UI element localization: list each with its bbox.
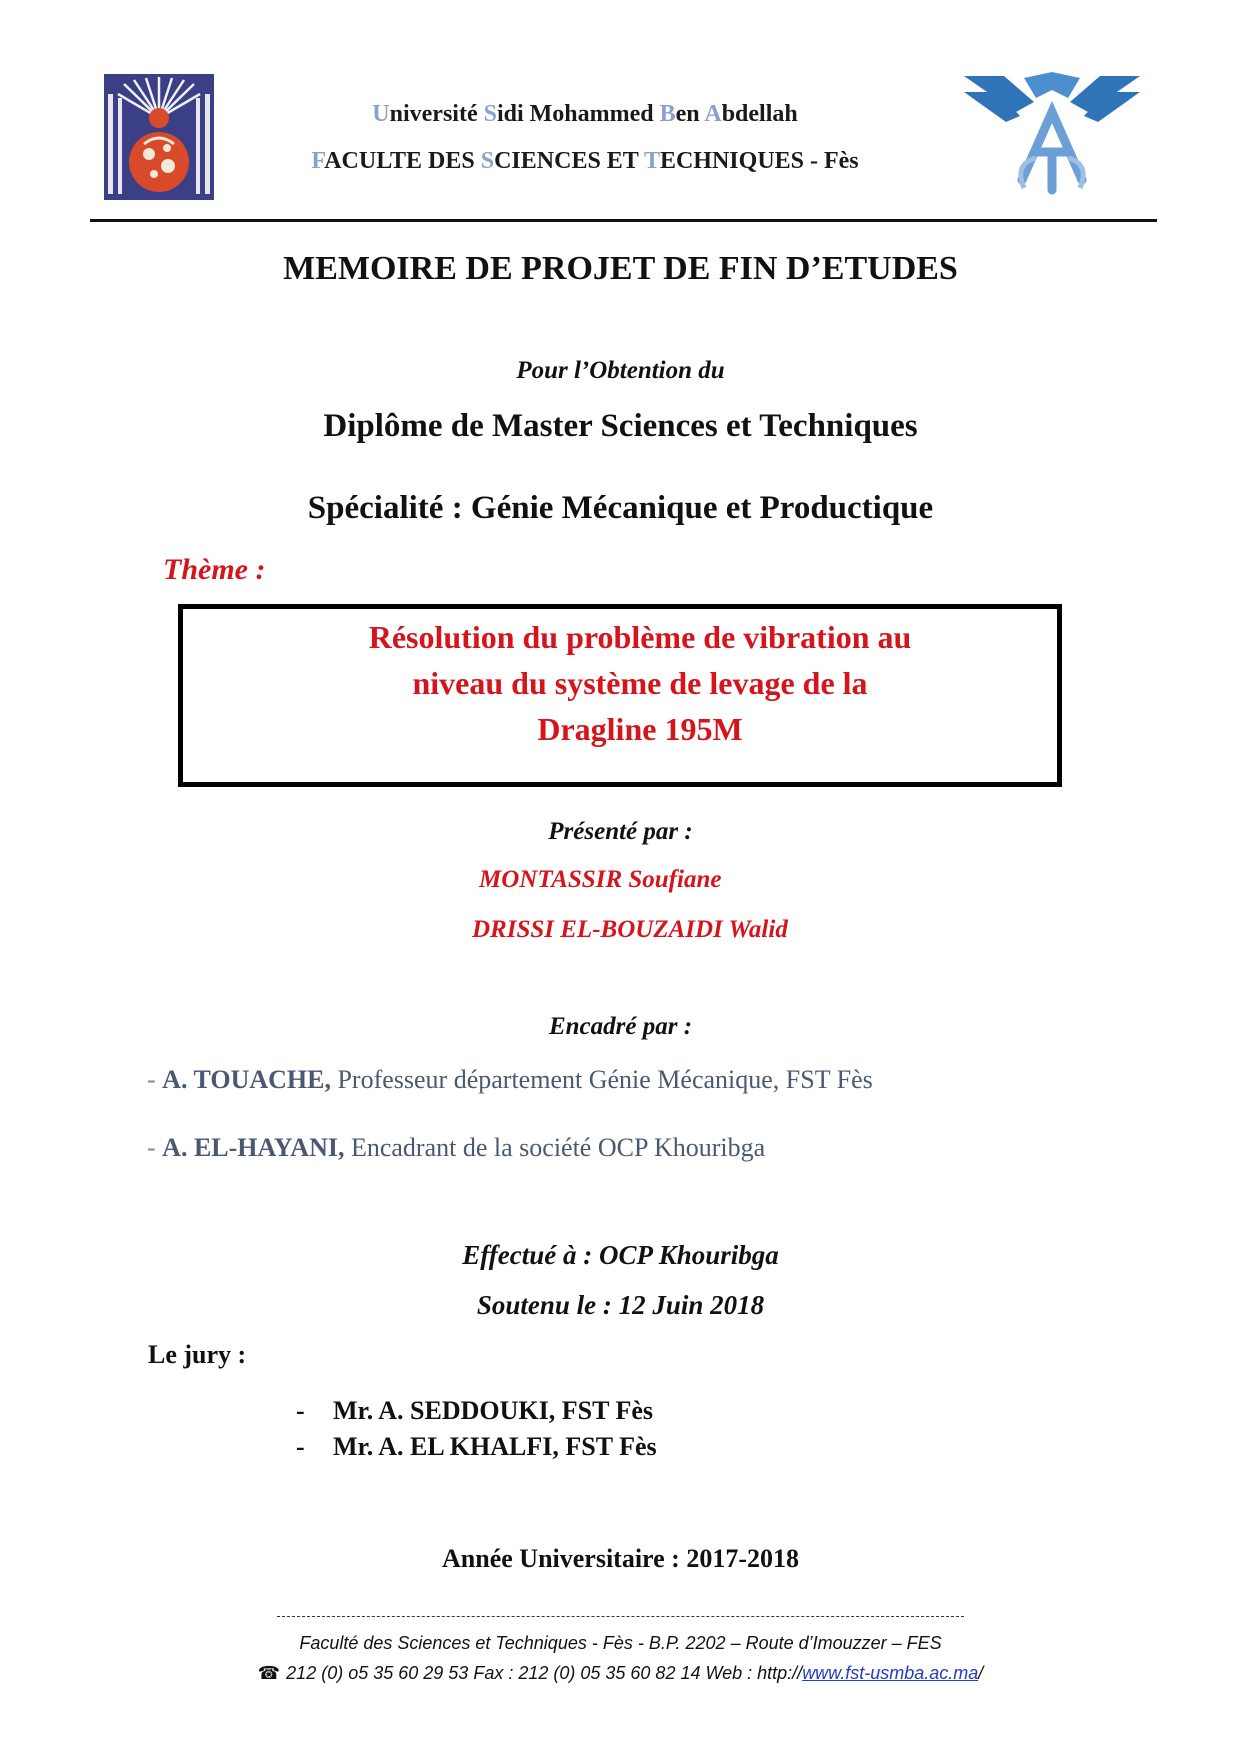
- footer-divider: [277, 1616, 964, 1617]
- student-name: DRISSI EL-BOUZAIDI Walid: [472, 916, 788, 943]
- obtention-text: Pour l’Obtention du: [516, 357, 725, 384]
- footer-address: Faculté des Sciences et Techniques - Fès - B.P. 2202 – Route d’Imouzzer – FES: [299, 1633, 942, 1653]
- supervisor-item: - A. EL-HAYANI, Encadrant de la société OCP Khouribga: [147, 1133, 766, 1162]
- presented-by-label: Présenté par :: [548, 818, 693, 845]
- phone-icon: ☎: [257, 1663, 281, 1683]
- website-link[interactable]: www.fst-usmba.ac.ma: [802, 1663, 979, 1683]
- faculty-name: FACULTE DES SCIENCES ET TECHNIQUES - Fès: [311, 148, 859, 174]
- theme-line: niveau du système de levage de la: [412, 665, 868, 701]
- student-name: MONTASSIR Soufiane: [479, 866, 722, 893]
- university-name: Université Sidi Mohammed Ben Abdellah: [372, 101, 798, 127]
- supervisor-item: - A. TOUACHE, Professeur département Génie Mécanique, FST Fès: [147, 1065, 873, 1094]
- theme-line: Résolution du problème de vibration au: [368, 619, 912, 655]
- supervised-by-label: Encadré par :: [548, 1013, 693, 1040]
- theme-line: Dragline 195M: [537, 711, 743, 747]
- header-divider: [90, 219, 1157, 222]
- defense-date: Soutenu le : 12 Juin 2018: [476, 1290, 765, 1320]
- university-emblem-icon: [104, 74, 214, 200]
- jury-label: Le jury :: [148, 1340, 247, 1369]
- jury-member: - Mr. A. SEDDOUKI, FST Fès: [296, 1396, 653, 1425]
- diploma-title: Diplôme de Master Sciences et Techniques: [323, 408, 918, 444]
- fst-logo-icon: [964, 72, 1140, 202]
- internship-location: Effectué à : OCP Khouribga: [462, 1240, 779, 1270]
- specialty-title: Spécialité : Génie Mécanique et Productique: [307, 490, 934, 526]
- theme-title: [240, 614, 1040, 752]
- footer-contact: ☎ 212 (0) o5 35 60 29 53 Fax : 212 (0) 05 35 60 82 14 Web : http://www.fst-usmba.ac.ma/: [257, 1663, 984, 1683]
- academic-year: Année Universitaire : 2017-2018: [442, 1544, 799, 1573]
- jury-member: - Mr. A. EL KHALFI, FST Fès: [296, 1432, 657, 1461]
- memoire-title: MEMOIRE DE PROJET DE FIN D’ETUDES: [283, 250, 958, 287]
- theme-label: Thème :: [163, 553, 266, 586]
